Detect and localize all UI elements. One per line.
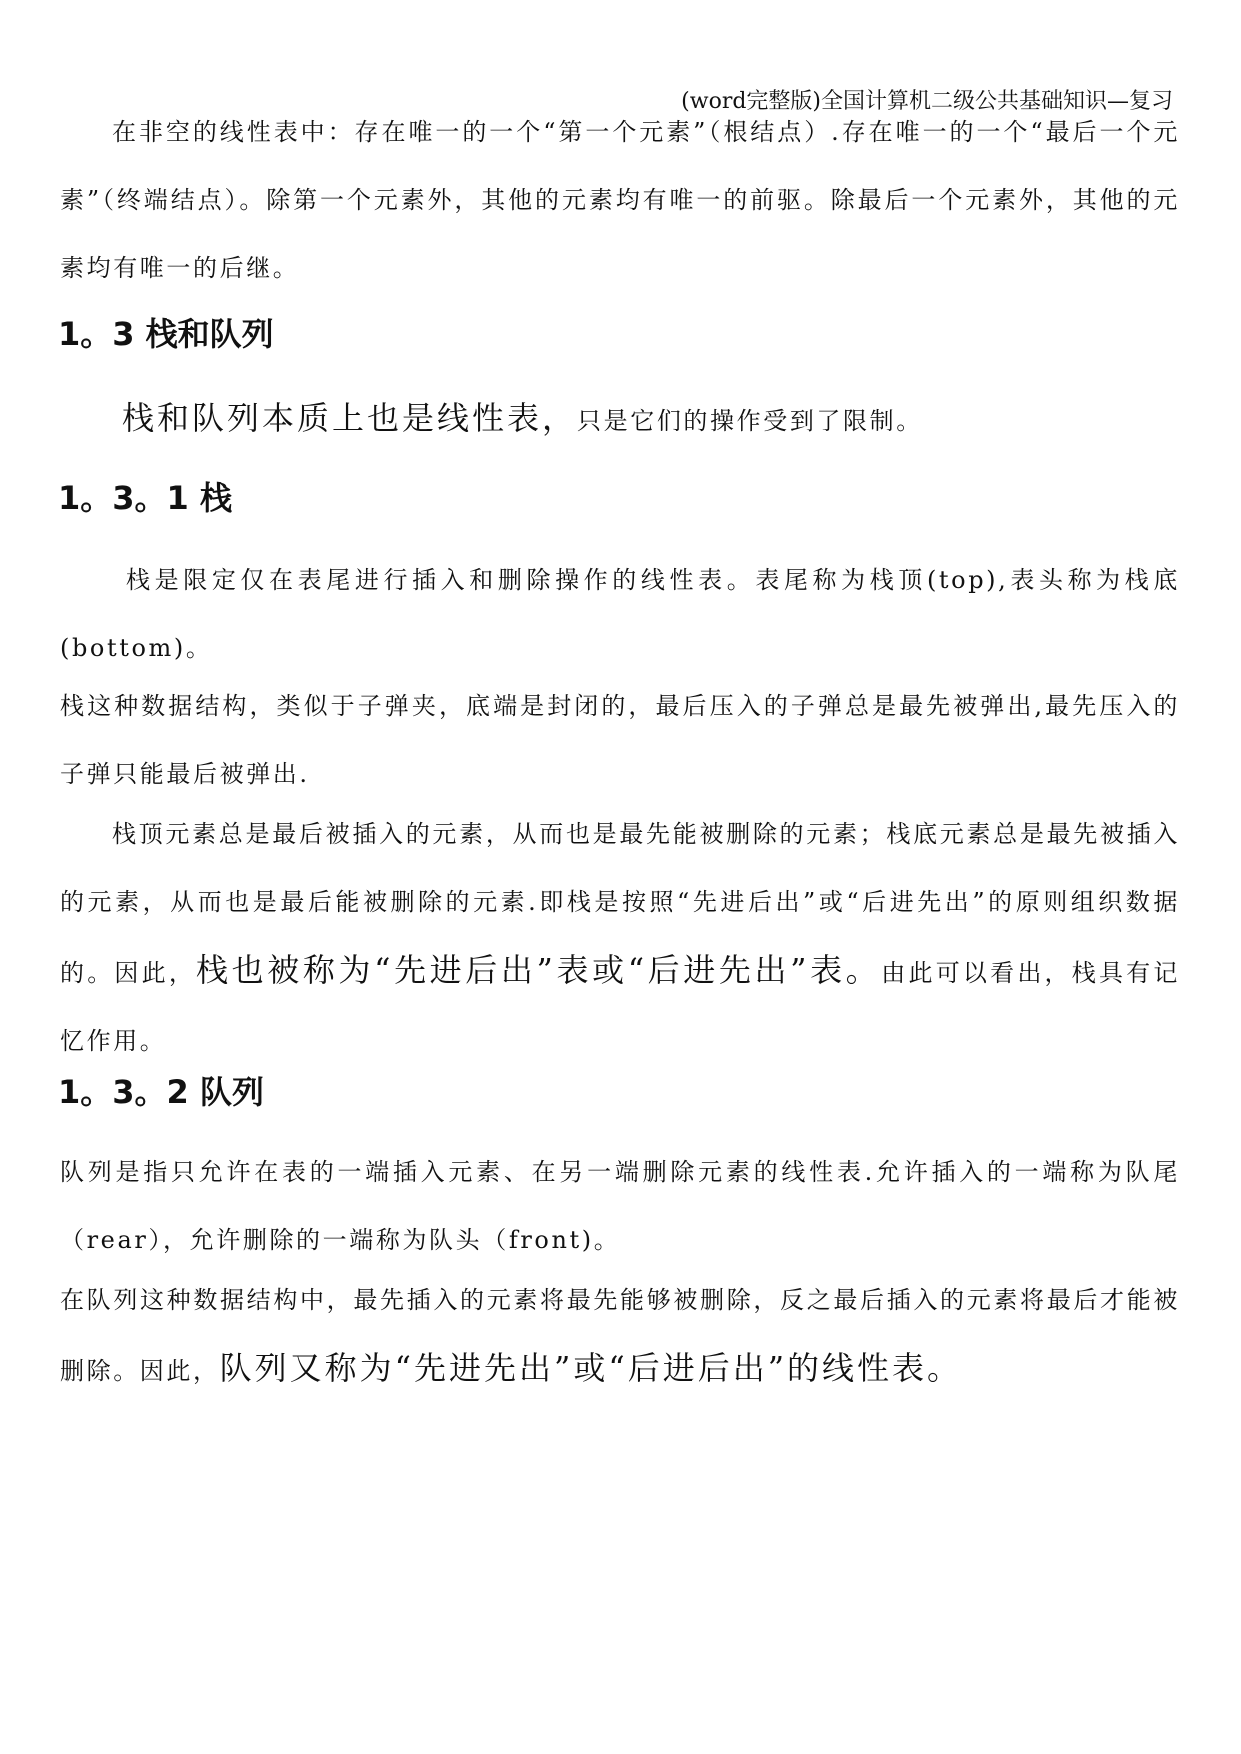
stack-properties-start: 栈顶元素总是最后被插入的元素，从而也是最先能被删除的元素；栈底元素总是最先被插入的元素，从而也是最后能被删除的元素.即栈是按照“先进后出”或“后进先出”的原则组织数据的。因此， bbox=[60, 820, 1180, 987]
intro-paragraph: 在非空的线性表中：存在唯一的一个“第一个元素”（根结点）.存在唯一的一个“最后一个元素”（终端结点）。除第一个元素外，其他的元素均有唯一的前驱。除最后一个元素外，其他的元素均有唯一的后继。 bbox=[60, 118, 1180, 282]
queue-properties-emphasis: 队列又称为“先进先出”或“后进后出”的线性表。 bbox=[219, 1349, 963, 1387]
stack-definition-paragraph: 栈是限定仅在表尾进行插入和删除操作的线性表。表尾称为栈顶(top),表头称为栈底(bottom)。 bbox=[60, 566, 1180, 662]
stack-properties-end: 由此可以看出，栈具有记忆作用。 bbox=[60, 959, 1180, 1055]
section-1-3-summary bbox=[60, 384, 1180, 455]
queue-properties-start: 在队列这种数据结构中，最先插入的元素将最先能够被删除，反之最后插入的元素将最后才能被删除。因此， bbox=[60, 1286, 1180, 1385]
stack-analogy-paragraph: 栈这种数据结构，类似于子弹夹，底端是封闭的，最后压入的子弹总是最先被弹出,最先压入的子弹只能最后被弹出. bbox=[60, 692, 1180, 788]
summary-rest: 只是它们的操作受到了限制。 bbox=[577, 407, 923, 435]
stack-properties-paragraph bbox=[60, 800, 1180, 1075]
summary-emphasis: 栈和队列本质上也是线性表， bbox=[122, 399, 578, 437]
stack-properties-emphasis: 栈也被称为“先进后出”表或“后进先出”表。 bbox=[196, 951, 882, 989]
section-heading-1-3-1: 1。3。1 栈 bbox=[58, 479, 232, 517]
section-heading-1-3: 1。3 栈和队列 bbox=[58, 315, 274, 353]
section-heading-1-3-2: 1。3。2 队列 bbox=[58, 1073, 264, 1111]
queue-definition-paragraph: 队列是指只允许在表的一端插入元素、在另一端删除元素的线性表.允许插入的一端称为队尾（rear），允许删除的一端称为队头（front)。 bbox=[60, 1158, 1180, 1254]
page-header: (word完整版)全国计算机二级公共基础知识—复习 bbox=[681, 89, 1173, 114]
queue-properties-paragraph bbox=[60, 1266, 1180, 1405]
